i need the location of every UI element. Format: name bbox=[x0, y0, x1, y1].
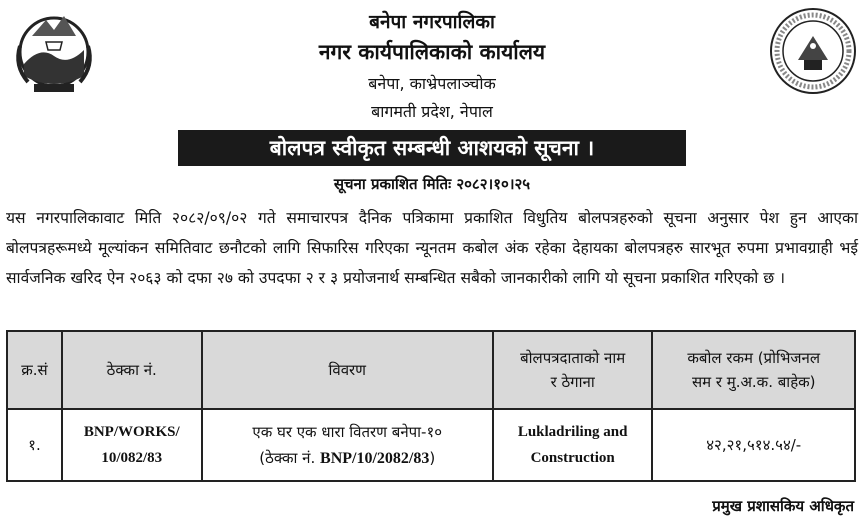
bidder-name-line2: Construction bbox=[530, 450, 615, 466]
published-date: सूचना प्रकाशित मितिः २०८२।१०।२५ bbox=[333, 175, 531, 193]
table-header-row bbox=[7, 331, 855, 409]
notice-body-paragraph: यस नगरपालिकावाट मिति २०८२/०९/०२ गते समाचारपत्र दैनिक पत्रिकामा प्रकाशित विधुतिय बोलपत्रहरुको सूचना अनुसार पेश हुन आएका बोलपत्रहरूमध्ये मूल्यांकन समितिवाट छनौटको लागि सिफारिस गरिएका न्यूनतम कबोल अंक रहेका देहायका बोलपत्रहरु सारभूत रुपमा प्रभावग्राही भई सार्वजनिक खरिद ऐन २०६३ को दफा २७ को उपदफा २ र ३ प्रयोजनार्थ सम्बन्धित सबैको जानकारीको लागि यो सूचना प्रकाशित गरिएको छ । bbox=[6, 209, 858, 287]
amount-header-line1: कबोल रकम (प्रोभिजनल bbox=[687, 349, 821, 367]
col-header-amount bbox=[652, 331, 855, 409]
signatory-title: प्रमुख प्रशासकिय अधिकृत bbox=[712, 497, 854, 515]
col-header-contract-no: ठेक्का नं. bbox=[62, 331, 202, 409]
cell-contract-no bbox=[62, 409, 202, 481]
col-header-description: विवरण bbox=[202, 331, 493, 409]
amount-header-line2: सम र मु.अ.क. बाहेक) bbox=[691, 373, 816, 391]
office-address: बनेपा, काभ्रेपलाञ्चोक bbox=[368, 74, 496, 93]
bid-acceptance-table bbox=[6, 330, 856, 482]
col-header-serial: क्र.सं bbox=[7, 331, 62, 409]
office-name: नगर कार्यपालिकाको कार्यालय bbox=[318, 40, 546, 64]
col-header-bidder bbox=[493, 331, 653, 409]
description-line1: एक घर एक धारा वितरण बनेपा-१० bbox=[252, 422, 443, 441]
province-country: बागमती प्रदेश, नेपाल bbox=[371, 102, 493, 121]
municipality-name: बनेपा नगरपालिका bbox=[369, 11, 495, 33]
description-contract-code: BNP/10/2082/83 bbox=[320, 449, 430, 467]
contract-no-line2: 10/082/83 bbox=[101, 450, 163, 466]
bidder-name-line1: Lukladriling and bbox=[517, 424, 628, 440]
description-line2-prefix: (ठेक्का नं. bbox=[259, 448, 321, 467]
cell-description bbox=[202, 409, 493, 481]
cell-amount: ४२,२१,५१४.५४/- bbox=[652, 409, 855, 481]
table-row bbox=[7, 409, 855, 481]
cell-serial: १. bbox=[7, 409, 62, 481]
notice-title: बोलपत्र स्वीकृत सम्बन्धी आशयको सूचना । bbox=[269, 136, 595, 160]
contract-no-line1: BNP/WORKS/ bbox=[83, 424, 180, 440]
cell-bidder bbox=[493, 409, 653, 481]
bidder-header-line1: बोलपत्रदाताको नाम bbox=[520, 349, 626, 367]
notice-title-banner bbox=[178, 130, 686, 166]
description-line2-suffix: ) bbox=[429, 448, 436, 467]
bidder-header-line2: र ठेगाना bbox=[550, 373, 595, 391]
